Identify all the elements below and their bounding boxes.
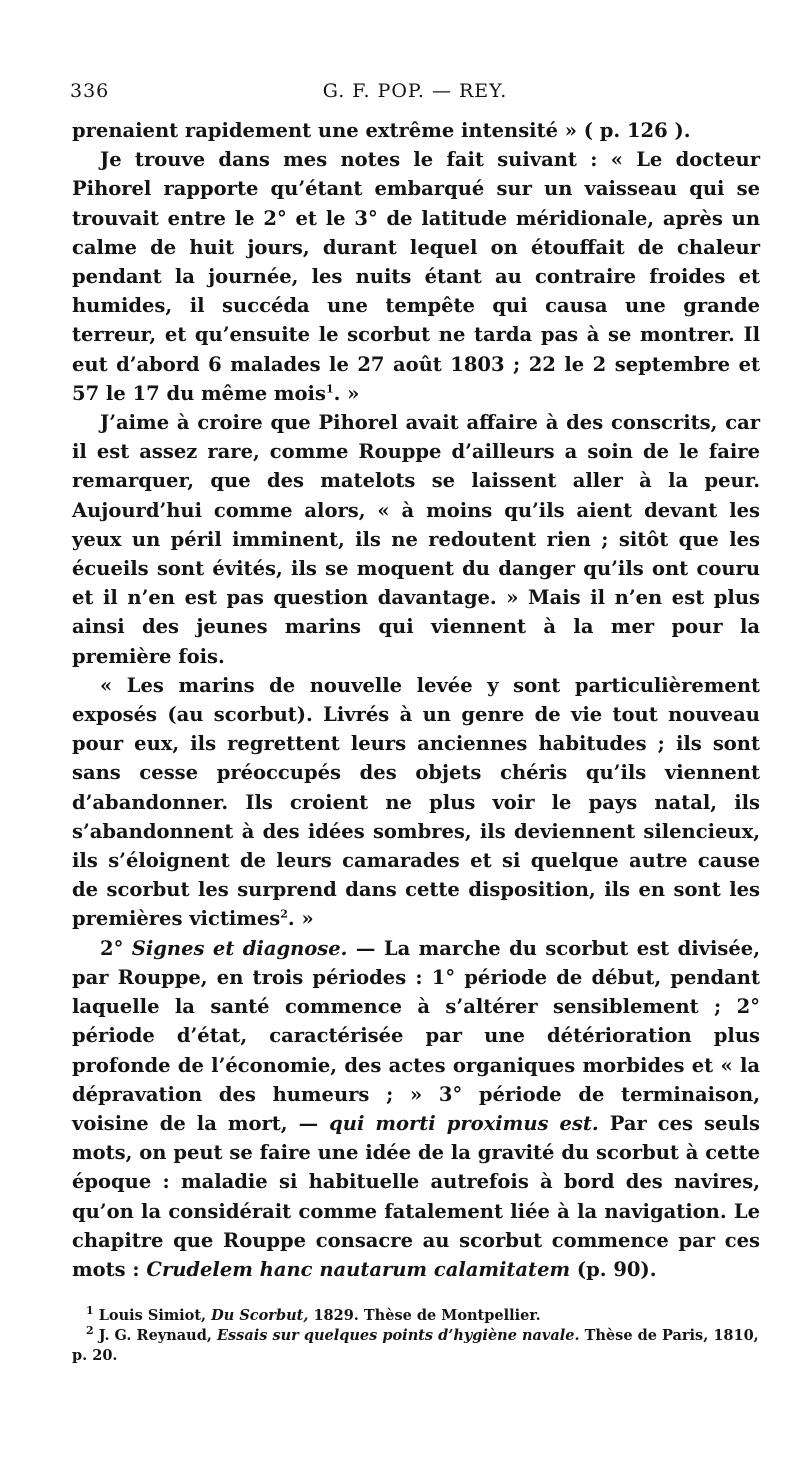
section-title: Signes et diagnose. — [131, 936, 348, 960]
paragraph-3: J’aime à croire que Pihorel avait affaire à des conscrits, car il est assez rare, comme Rouppe d’ailleurs a soin de le faire remarquer, que des matelots se laissent aller à la peur. Aujourd’hui comme alors, « à moins qu’ils aient devant les yeux un péril imminent, ils ne redoutent rien ; sitôt que les écueils sont évités, ils se moquent du danger qu’ils ont couru et il n’en est pas question davantage. » Mais il n’en est plus ainsi des jeunes marins qui viennent à la mer pour la première fois. — [72, 411, 760, 668]
paragraph-5: 2° Signes et diagnose. — La marche du scorbut est divisée, par Rouppe, en trois périodes : 1° période de début, pendant laquelle la santé commence à s’altérer sensiblement ; 2° période d’état, caractérisée par une détérioration plus profonde de l’économie, des actes organiques morbides et « la dépravation des humeurs ; » 3° période de terminaison, voisine de la mort, — qui morti proximus est. Par ces seuls mots, on peut se faire une idée de la gravité du scorbut à cette époque : maladie si habituelle autrefois à bord des navires, qu’on la considérait comme fatalement liée à la navigation. Le chapitre que Rouppe consacre au scorbut commence par ces mots : Crudelem hanc nautarum calamitatem (p. 90). — [72, 936, 761, 1281]
paragraph-1: prenaient rapidement une extrême intensité » ( p. 126 ). — [72, 119, 691, 142]
section-number: 2° — [100, 936, 124, 960]
page-number: 336 — [70, 80, 110, 102]
footnotes — [72, 1306, 760, 1366]
paragraph-2: Je trouve dans mes notes le fait suivant : « Le docteur Pihorel rapporte qu’étant embarqué sur un vaisseau qui se trouvait entre le 2° et le 3° de latitude méridionale, après un calme de huit jours, durant lequel on étouffait de chaleur pendant la journée, les nuits étant au contraire froides et humides, il succéda une tempête qui causa une grande terreur, et qu’ensuite le scorbut ne tarda pas à se montrer. Il eut d’abord 6 malades le 27 août 1803 ; 22 le 2 septembre et 57 le 17 du même mois$^1$. » — [72, 148, 760, 405]
footnote-2: $^2$ J. G. Reynaud, Essais sur quelques points d’hygiène navale. Thèse de Paris, 1810, p. 20. — [72, 1324, 759, 1364]
footnote-1: $^1$ Louis Simiot, Du Scorbut, 1829. Thèse de Montpellier. — [86, 1304, 541, 1324]
paragraph-4: « Les marins de nouvelle levée y sont particulièrement exposés (au scorbut). Livrés à un genre de vie tout nouveau pour eux, ils regrettent leurs anciennes habitudes ; ils sont sans cesse préoccupés des objets chéris qu’ils viennent d’abandonner. Ils croient ne plus voir le pays natal, ils s’abandonnent à des idées sombres, ils deviennent silencieux, ils s’éloignent de leurs camarades et si quelque autre cause de scorbut les surprend dans cette disposition, ils en sont les premières victimes$^2$. » — [72, 673, 760, 931]
running-head — [70, 80, 760, 106]
latin-quote-2: Crudelem hanc nautarum calamitatem — [146, 1257, 571, 1281]
footnote-ref-1[interactable]: 1 — [325, 382, 334, 396]
running-title: G. F. POP. — REY. — [322, 80, 508, 102]
latin-quote: qui morti proximus est. — [329, 1111, 599, 1135]
body-text — [72, 116, 760, 1284]
footnote-ref-2[interactable]: 2 — [280, 907, 288, 921]
